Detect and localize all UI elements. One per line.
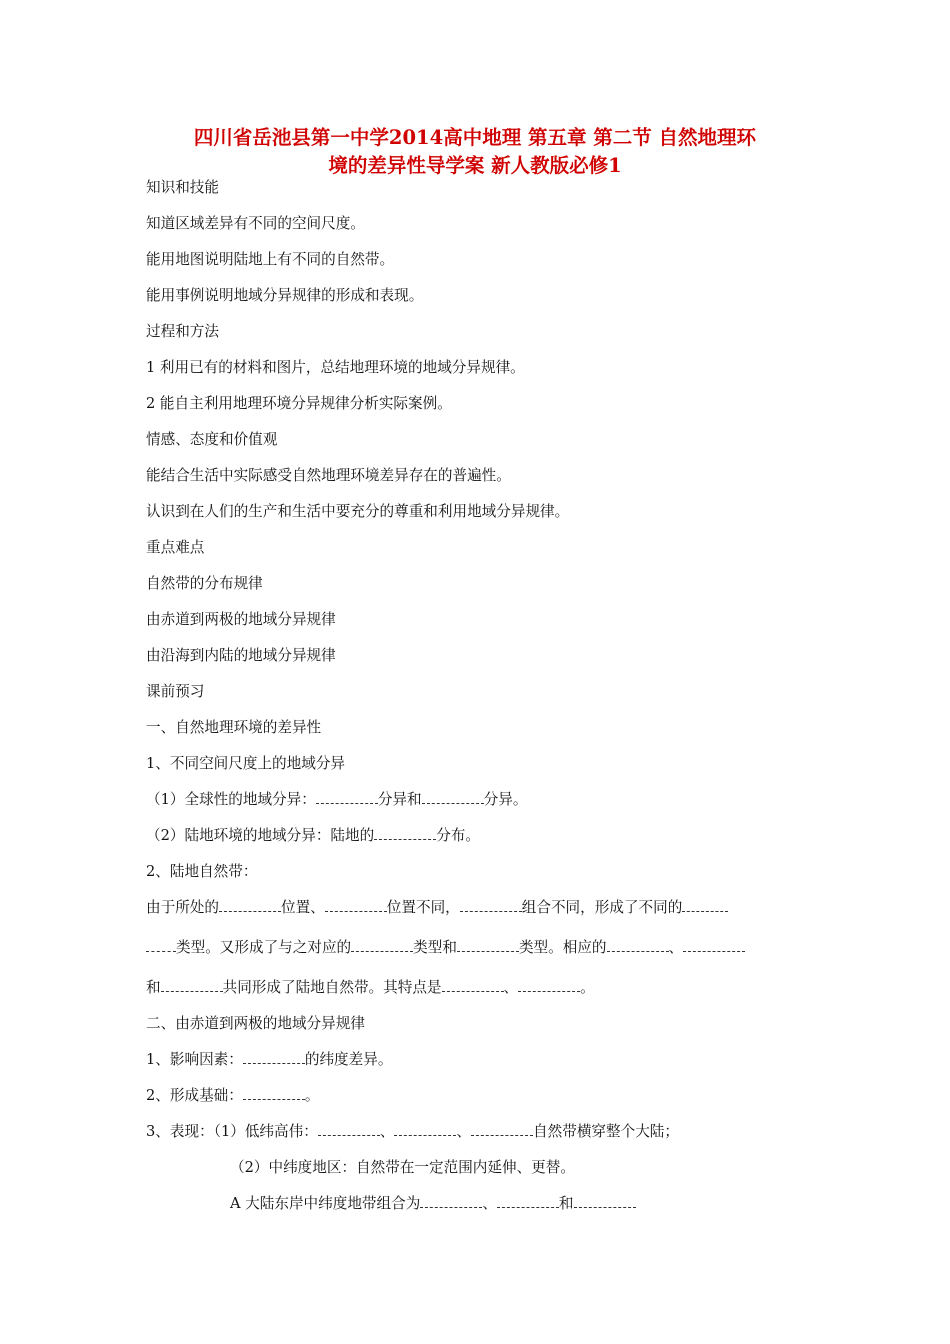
section-heading-preview: 课前预习: [146, 683, 205, 700]
title-line-1: 四川省岳池县第一中学2014高中地理 第五章 第二节 自然地理环: [193, 126, 757, 149]
answer-blank[interactable]: [243, 1051, 305, 1064]
answer-blank[interactable]: [607, 939, 669, 952]
section-heading-key-points: 重点难点: [146, 539, 205, 556]
answer-blank[interactable]: [471, 1123, 533, 1136]
answer-blank[interactable]: [574, 1195, 636, 1208]
answer-blank[interactable]: [518, 979, 580, 992]
answer-blank[interactable]: [497, 1195, 559, 1208]
paragraph: 2、陆地自然带：: [146, 863, 258, 880]
answer-blank[interactable]: [683, 939, 745, 952]
paragraph: 自然带的分布规律: [146, 575, 263, 592]
fill-blank-line: （1）全球性的地域分异： 分异和 分异。: [146, 791, 528, 808]
fill-blank-line: 和 共同形成了陆地自然带。其特点是 、 。: [146, 979, 595, 996]
answer-blank[interactable]: [146, 939, 176, 952]
answer-blank[interactable]: [161, 979, 223, 992]
answer-blank[interactable]: [442, 979, 504, 992]
document-title: [100, 124, 850, 180]
paragraph: 能用地图说明陆地上有不同的自然带。: [146, 251, 395, 268]
fill-blank-line: 1、影响因素： 的纬度差异。: [146, 1051, 393, 1068]
paragraph: 由赤道到两极的地域分异规律: [146, 611, 336, 628]
paragraph: 2 能自主利用地理环境分异规律分析实际案例。: [146, 395, 452, 412]
answer-blank[interactable]: [351, 939, 413, 952]
paragraph: （2）中纬度地区：自然带在一定范围内延伸、更替。: [230, 1159, 575, 1176]
answer-blank[interactable]: [243, 1087, 305, 1100]
section-heading-knowledge: 知识和技能: [146, 179, 219, 196]
answer-blank[interactable]: [422, 791, 484, 804]
answer-blank[interactable]: [374, 827, 436, 840]
answer-blank[interactable]: [394, 1123, 456, 1136]
section-heading-process: 过程和方法: [146, 323, 219, 340]
section-heading-values: 情感、态度和价值观: [146, 431, 278, 448]
fill-blank-line: 2、形成基础： 。: [146, 1087, 320, 1104]
answer-blank[interactable]: [325, 899, 387, 912]
paragraph: 知道区域差异有不同的空间尺度。: [146, 215, 365, 232]
title-line-2: 境的差异性导学案 新人教版必修1: [328, 154, 622, 177]
fill-blank-line: A 大陆东岸中纬度地带组合为 、 和: [230, 1194, 636, 1214]
subsection-heading: 一、自然地理环境的差异性: [146, 719, 322, 736]
fill-blank-line: 3、表现：（1）低纬高伟： 、 、 自然带横穿整个大陆；: [146, 1123, 679, 1140]
paragraph: 能用事例说明地域分异规律的形成和表现。: [146, 287, 424, 304]
fill-blank-line: 由于所处的 位置、 位置不同， 组合不同，形成了不同的: [146, 898, 728, 918]
answer-blank[interactable]: [682, 899, 728, 912]
fill-blank-line: 类型。又形成了与之对应的 类型和 类型。相应的 、: [146, 938, 745, 958]
fill-blank-line: （2）陆地环境的地域分异：陆地的 分布。: [146, 827, 480, 844]
subsection-heading: 二、由赤道到两极的地域分异规律: [146, 1015, 365, 1032]
paragraph: 认识到在人们的生产和生活中要充分的尊重和利用地域分异规律。: [146, 503, 570, 520]
answer-blank[interactable]: [219, 899, 281, 912]
paragraph: 1、不同空间尺度上的地域分异: [146, 755, 346, 772]
answer-blank[interactable]: [420, 1195, 482, 1208]
answer-blank[interactable]: [316, 791, 378, 804]
paragraph: 1 利用已有的材料和图片，总结地理环境的地域分异规律。: [146, 359, 525, 376]
answer-blank[interactable]: [460, 899, 522, 912]
answer-blank[interactable]: [457, 939, 519, 952]
answer-blank[interactable]: [318, 1123, 380, 1136]
paragraph: 由沿海到内陆的地域分异规律: [146, 647, 336, 664]
paragraph: 能结合生活中实际感受自然地理环境差异存在的普遍性。: [146, 467, 511, 484]
